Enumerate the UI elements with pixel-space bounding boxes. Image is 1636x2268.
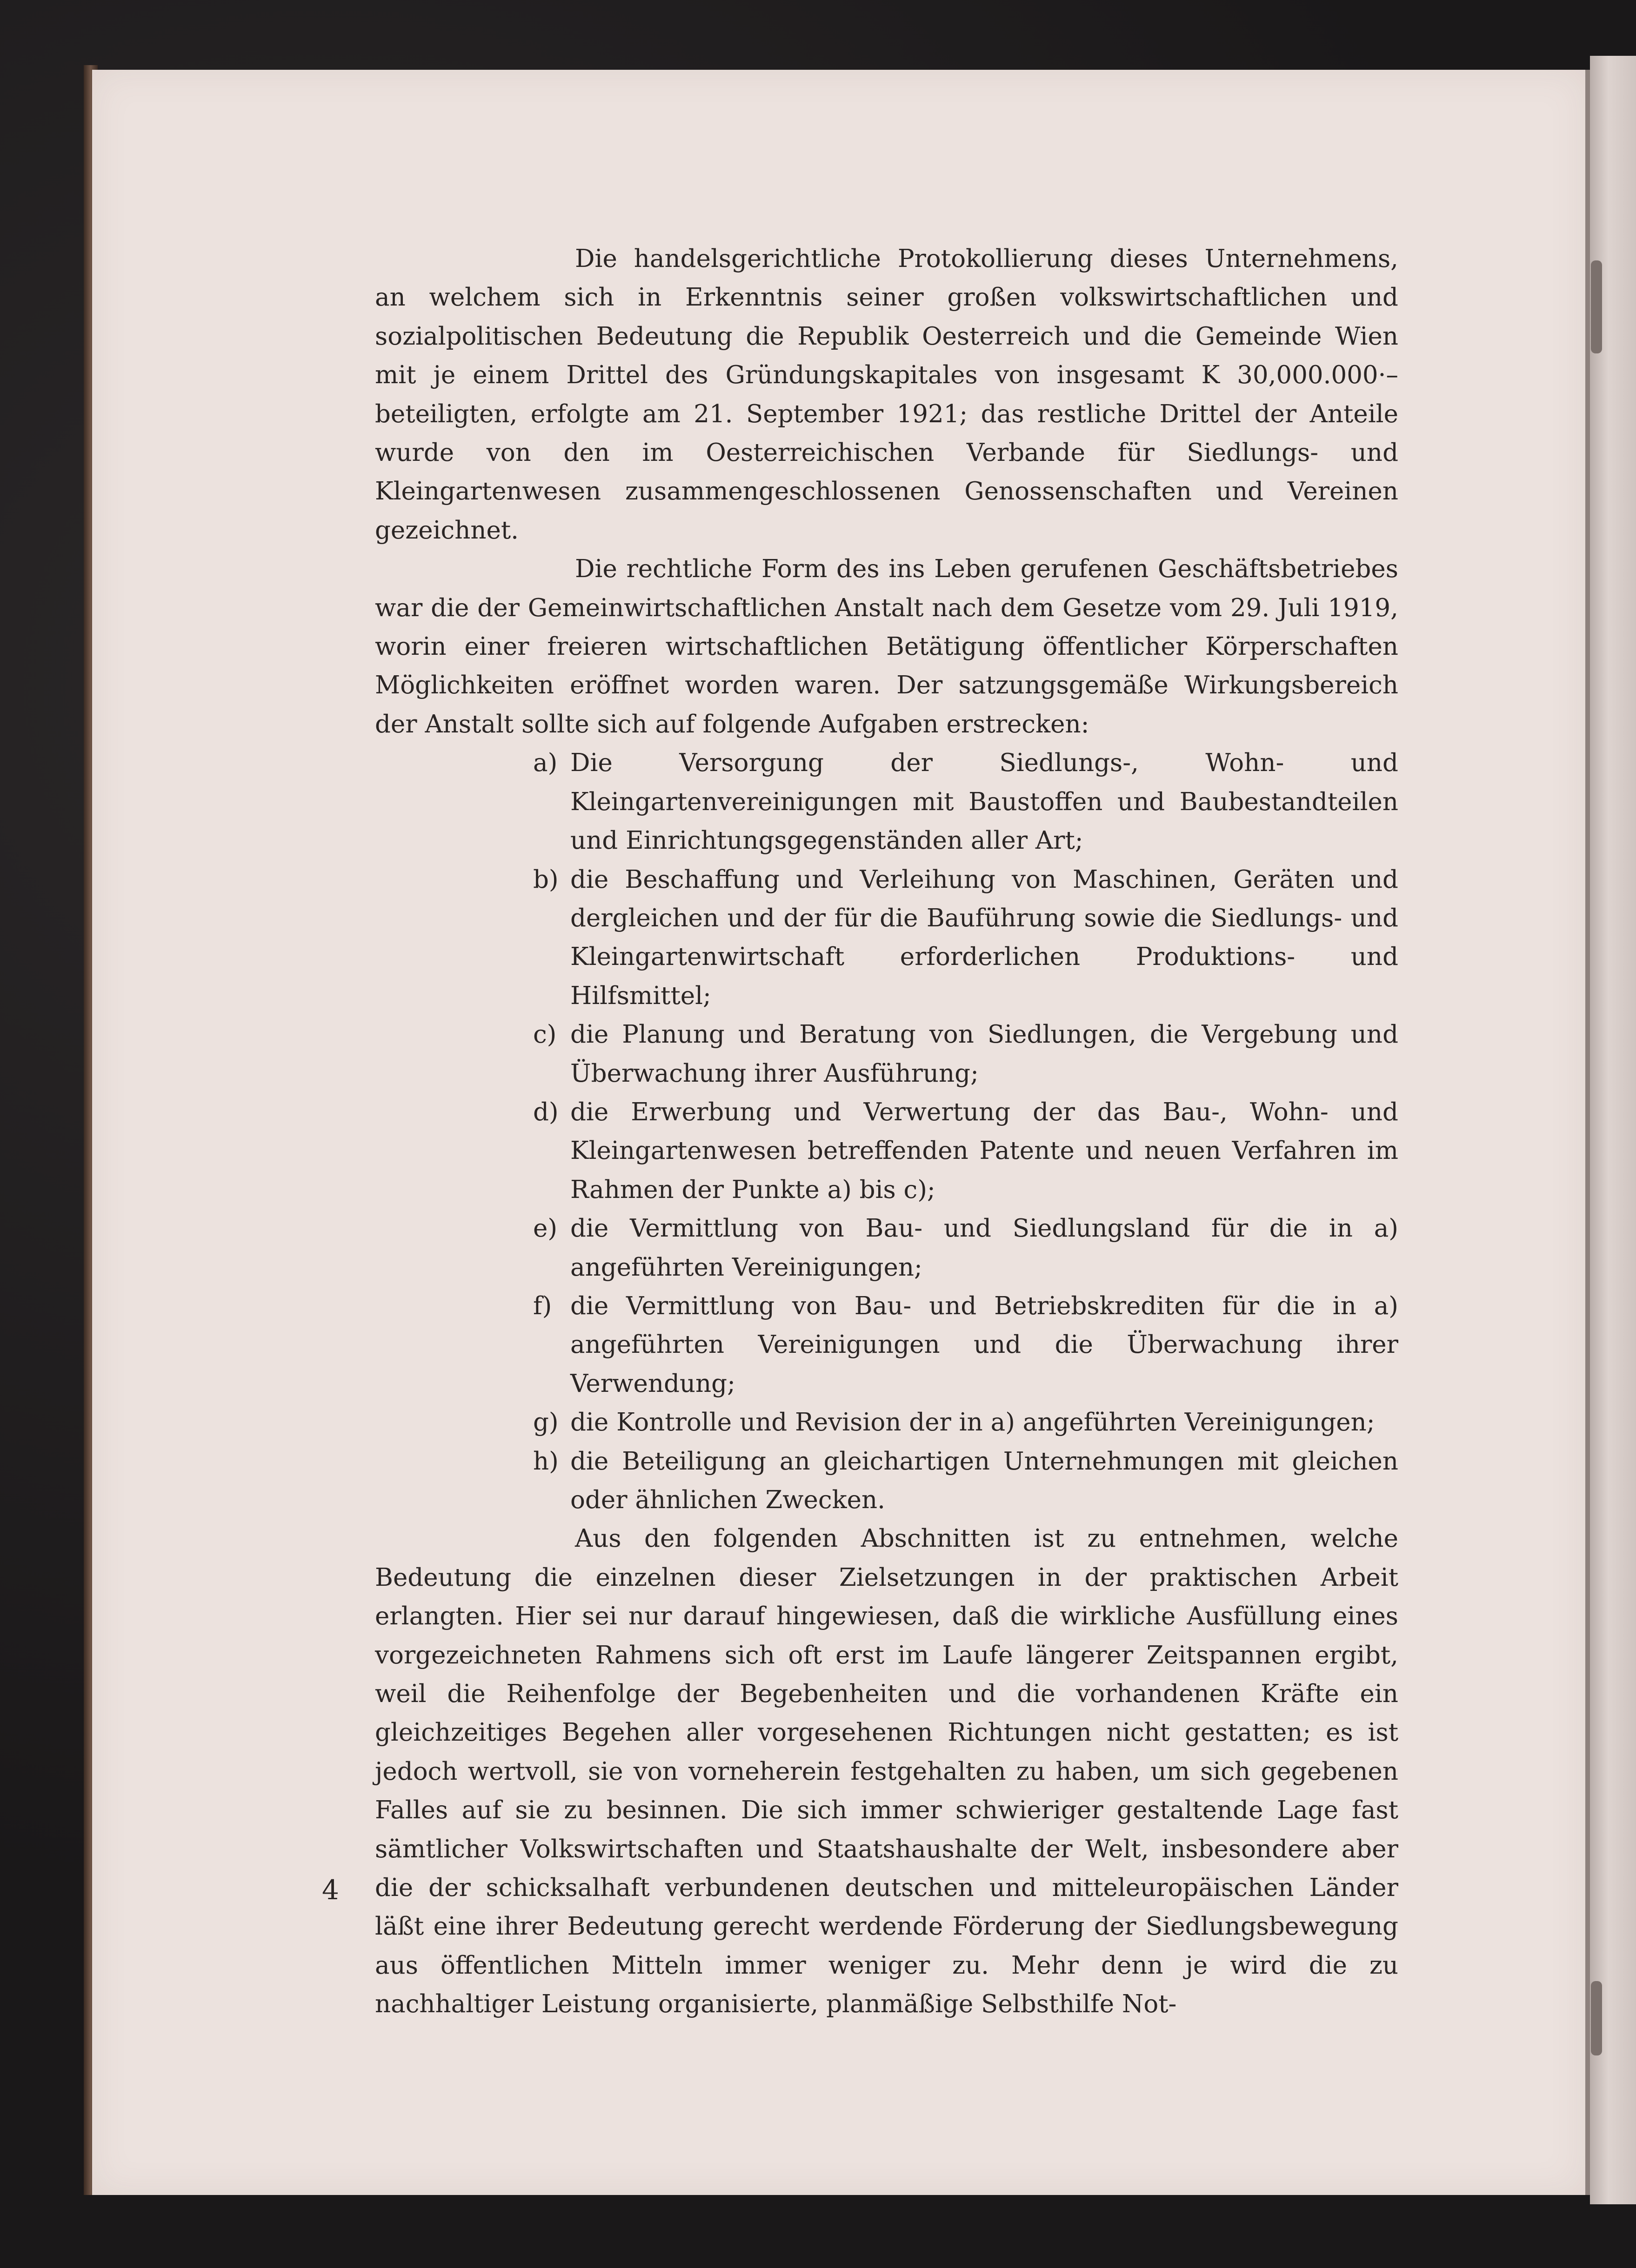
list-item-text: die Beteiligung an gleichartigen Unternehmungen mit gleichen oder ähnlichen Zwecken.: [570, 1447, 1398, 1514]
list-marker: a): [533, 749, 558, 778]
list-marker: c): [533, 1020, 557, 1049]
list-marker: f): [533, 1291, 552, 1320]
list-item: [375, 744, 1398, 860]
binding-staple: [1591, 260, 1602, 353]
page-gutter: [1585, 70, 1590, 2195]
list-item-text: die Vermittlung von Bau- und Betriebskrediten für die in a) angeführten Vereinigungen und die Überwachung ihrer Verwendung;: [570, 1291, 1398, 1398]
list-item: [375, 860, 1398, 1016]
list-item: [375, 1015, 1398, 1093]
list-item-text: die Planung und Beratung von Siedlungen, die Vergebung und Überwachung ihrer Ausführung;: [570, 1020, 1398, 1088]
list-item-text: die Kontrolle und Revision der in a) angeführten Vereinigungen;: [570, 1408, 1375, 1437]
list-item-text: die Vermittlung von Bau- und Siedlungsland für die in a) angeführten Vereinigungen;: [570, 1214, 1398, 1282]
paragraph: Aus den folgenden Abschnitten ist zu entnehmen, welche Bedeutung die einzelnen dieser Zielsetzungen in der praktischen Arbeit erlangten. Hier sei nur darauf hingewiesen, daß die wirkliche Ausfüllung eines vorgezeichneten Rahmens sich oft erst im Laufe längerer Zeitspannen ergibt, weil die Reihenfolge der Begebenheiten und die vorhandenen Kräfte ein gleichzeitiges Begehen aller vorgesehenen Richtungen nicht gestatten; es ist jedoch wertvoll, sie von vorneherein festgehalten zu haben, um sich gegebenen Falles auf sie zu besinnen. Die sich immer schwieriger gestaltende Lage fast sämtlicher Volkswirtschaften und Staatshaushalte der Welt, insbesondere aber die der schicksalhaft verbundenen deutschen und mitteleuropäischen Länder läßt eine ihrer Bedeutung gerecht werdende Förderung der Siedlungsbewegung aus öffentlichen Mitteln immer weniger zu. Mehr denn je wird die zu nachhaltiger Leistung organisierte, planmäßige Selbsthilfe Not-: [375, 1524, 1398, 2019]
list-marker: h): [533, 1447, 559, 1476]
list-marker: b): [533, 865, 559, 894]
list-marker: e): [533, 1214, 558, 1243]
list-item: [375, 1209, 1398, 1287]
page-body: [375, 239, 1398, 2024]
binding-staple: [1591, 1981, 1602, 2055]
list-item: [375, 1093, 1398, 1209]
paragraph: Die handelsgerichtliche Protokollierung dieses Unternehmens, an welchem sich in Erkenntnis seiner großen volkswirtschaftlichen und sozialpolitischen Bedeutung die Republik Oesterreich und die Gemeinde Wien mit je einem Drittel des Gründungskapitales von insgesamt K 30,000.000·– beteiligten, erfolgte am 21. September 1921; das restliche Drittel der Anteile wurde von den im Oesterreichischen Verbande für Siedlungs- und Kleingartenwesen zusammengeschlossenen Genossenschaften und Vereinen gezeichnet.: [375, 245, 1398, 545]
list-item-text: Die Versorgung der Siedlungs-, Wohn- und Kleingartenvereinigungen mit Baustoffen und Baubestandteilen und Einrichtungsgegenständen aller Art;: [570, 749, 1398, 855]
list-item-text: die Erwerbung und Verwertung der das Bau-, Wohn- und Kleingartenwesen betreffenden Patente und neuen Verfahren im Rahmen der Punkte a) bis c);: [570, 1097, 1398, 1204]
list-marker: d): [533, 1097, 559, 1126]
paragraph: Die rechtliche Form des ins Leben gerufenen Geschäftsbetriebes war die der Gemeinwirtschaftlichen Anstalt nach dem Gesetze vom 29. Juli 1919, worin einer freieren wirtschaftlichen Betätigung öffentlicher Körperschaften Möglichkeiten eröffnet worden waren. Der satzungsgemäße Wirkungsbereich der Anstalt sollte sich auf folgende Aufgaben erstrecken:: [375, 555, 1398, 738]
task-list: [375, 744, 1398, 1519]
facing-page-edge: [1590, 56, 1636, 2204]
page-number: 4: [322, 1874, 339, 1906]
list-marker: g): [533, 1408, 559, 1437]
list-item: [375, 1287, 1398, 1403]
list-item-text: die Beschaffung und Verleihung von Maschinen, Geräten und dergleichen und der für die Bauführung sowie die Siedlungs- und Kleingartenwirtschaft erforderlichen Produktions- und Hilfsmittel;: [570, 865, 1398, 1010]
list-item: [375, 1442, 1398, 1520]
list-item: [375, 1403, 1398, 1442]
